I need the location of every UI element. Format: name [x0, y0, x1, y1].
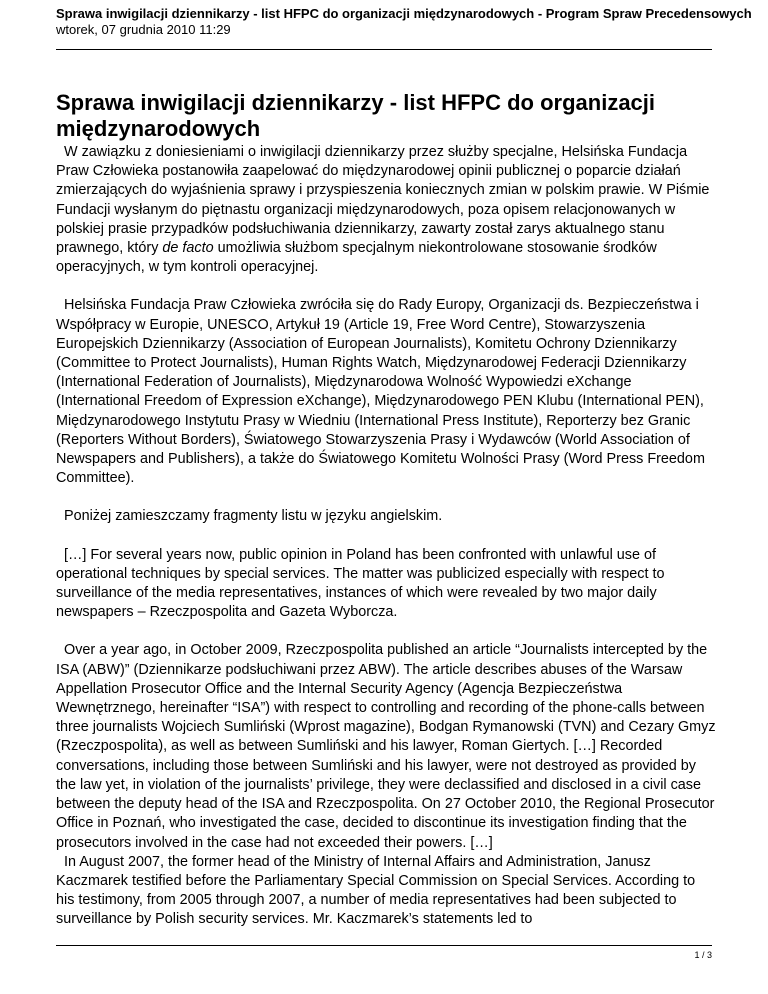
footer-divider — [56, 945, 712, 946]
paragraph-letter-note: Poniżej zamieszczamy fragmenty listu w języku angielskim. — [64, 508, 443, 525]
paragraph-letter-3: In August 2007, the former head of the Ministry of Internal Affairs and Administration, Janusz Kaczmarek testified before the Parliamentary Special Commission on Special Services. According to his testimony, from 2005 through 2007, a number of media representatives had been subjected to surveillance by Polish security services. Mr. Kaczmarek’s statements led to — [56, 853, 696, 928]
paragraph-intro-text: W zawiązku z doniesieniami o inwigilacji dziennikarzy przez służby specjalne, Helsińska Fundacja Praw Człowieka postanowiła zaapelować do międzynarodowej opinii publicznej o poparcie działań zmierzających do wyjaśnienia sprawy i przyspieszenia koniecznych zmian w polskim prawie. W Piśmie Fundacji wysłanym do piętnastu organizacji międzynarodowych, poza opisem relacjonowanych w polskiej prasie przypadków podsłuchiwania dziennikarzy, zawarty został zarys aktualnego stanu prawnego, który — [56, 144, 710, 257]
article-title: Sprawa inwigilacji dziennikarzy - list HFPC do organizacji międzynarodowych — [56, 90, 656, 141]
paragraph-intro — [56, 143, 716, 277]
page-header — [56, 6, 768, 38]
paragraph-letter-2: Over a year ago, in October 2009, Rzeczpospolita published an article “Journalists intercepted by the ISA (ABW)” (Dziennikarze podsłuchiwani przez ABW). The article describes abuses of the Warsaw Appellation Prosecutor Office and the Internal Security Agency (Agencja Bezpieczeństwa Wewnętrznego, hereinafter “ISA”) with respect to controlling and recording of the phone-calls between three journalists Wojciech Sumliński (Wprost magazine), Bodgan Rymanowski (TVN) and Cezary Gmyz (Rzeczpospolita), as well as between Sumliński and his lawyer, Roman Giertych. […] Recorded conversations, including those between Sumliński and his lawyer, were not destroyed as provided by the law yet, in violation of the journalists’ privilege, they were declassified and disclosed in a civil case between the deputy head of the ISA and Rzeczpospolita. On 27 October 2010, the Regional Prosecutor Office in Poznań, who investigated the case, decided to discontinue its investigation finding that the prosecutors involved in the case had not exceeded their powers. […] — [56, 642, 716, 851]
page-number: 1 / 3 — [694, 950, 712, 960]
article-body — [56, 143, 716, 930]
paragraph-organizations: Helsińska Fundacja Praw Człowieka zwróciła się do Rady Europy, Organizacji ds. Bezpieczeństwa i Współpracy w Europie, UNESCO, Artykuł 19 (Article 19, Free Word Centre), Stowarzyszenia Europejskich Dziennikarzy (Association of European Journalists), Komitetu Ochrony Dziennikarzy (Committee to Protect Journalists), Human Rights Watch, Międzynarodowej Federacji Dziennikarzy (International Federation of Journalists), Międzynarodowa Wolność Wypowiedzi eXchange (International Freedom of Expression eXchange), Międzynarodowego PEN Klubu (International PEN), Międzynarodowego Instytutu Prasy w Wiedniu (International Press Institute), Reporterzy bez Granic (Reporters Without Borders), Światowego Stowarzyszenia Prasy i Wydawców (World Association of Newspapers and Publishers), a także do Światowego Komitetu Wolności Prasy (Word Press Freedom Committee). — [56, 297, 705, 487]
header-divider — [56, 49, 712, 50]
header-title: Sprawa inwigilacji dziennikarzy - list HFPC do organizacji międzynarodowych - Program Spraw Precedensowych — [56, 6, 752, 21]
header-date: wtorek, 07 grudnia 2010 11:29 — [56, 22, 231, 37]
paragraph-letter-1: […] For several years now, public opinion in Poland has been confronted with unlawful use of operational techniques by special services. The matter was publicized especially with respect to surveillance of the media representatives, instances of which were revealed by two major daily newspapers – Rzeczpospolita and Gazeta Wyborcza. — [56, 546, 665, 621]
paragraph-intro-text-end: umożliwia służbom specjalnym niekontrolowane stosowanie środków operacyjnych, w tym kontroli operacyjnej. — [56, 240, 657, 276]
italic-phrase: de facto — [162, 240, 214, 257]
